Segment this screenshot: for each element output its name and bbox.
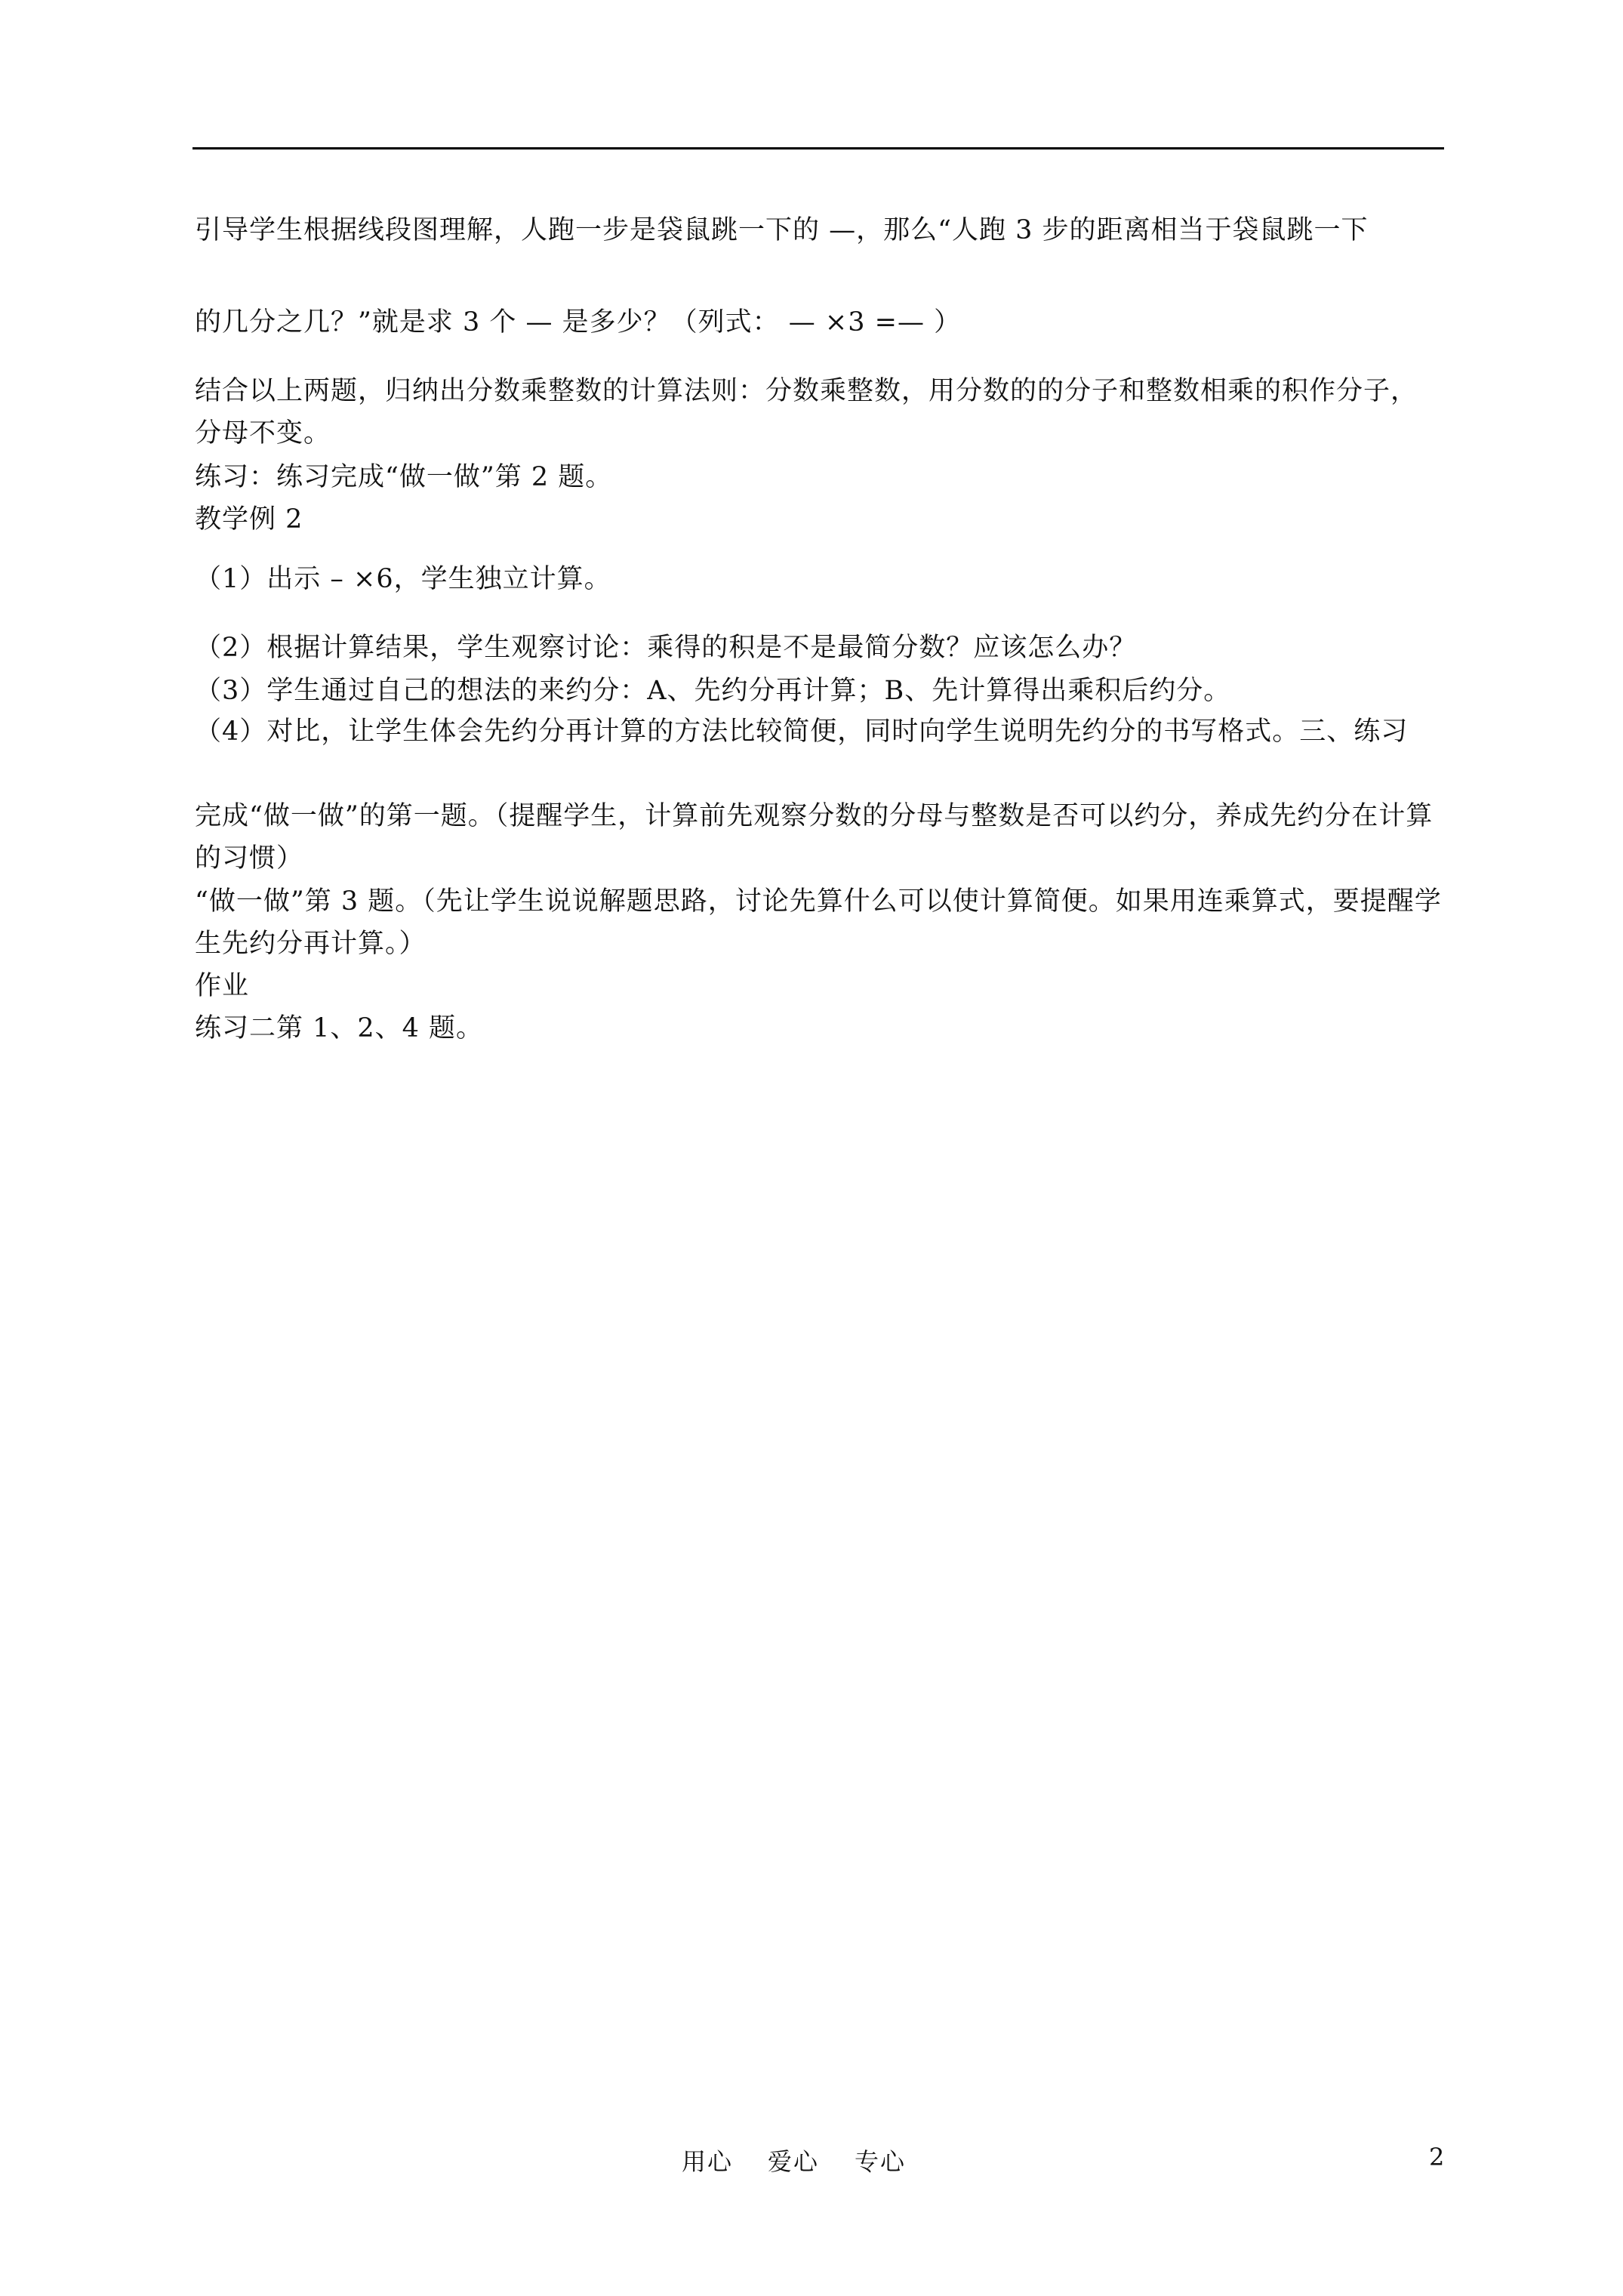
section-heading: 教学例 2 (195, 504, 303, 535)
page-number: 2 (1429, 2143, 1446, 2171)
list-item: （1）出示 – ×6，学生独立计算。 (195, 564, 611, 594)
footer-motto: 用心 (682, 2147, 734, 2176)
paragraph-line: 引导学生根据线段图理解，人跑一步是袋鼠跳一下的 —，那么“人跑 3 步的距离相当于袋鼠跳一下 (195, 215, 1369, 245)
footer-motto: 专心 (855, 2147, 907, 2176)
section-heading: 作业 (195, 971, 250, 1001)
paragraph: 结合以上两题，归纳出分数乘整数的计算法则：分数乘整数，用分数的的分子和整数相乘的积作分子，分母不变。 (195, 376, 1418, 448)
paragraph: 完成“做一做”的第一题。（提醒学生，计算前先观察分数的分母与整数是否可以约分，养成先约分在计算的习惯） (195, 801, 1434, 874)
paragraph-line: 练习：练习完成“做一做”第 2 题。 (195, 462, 613, 492)
paragraph: “做一做”第 3 题。（先让学生说说解题思路，讨论先算什么可以使计算简便。如果用连乘算式，要提醒学生先约分再计算。） (195, 886, 1442, 959)
header-rule (192, 147, 1444, 149)
list-item: （4）对比，让学生体会先约分再计算的方法比较简便，同时向学生说明先约分的书写格式。三、练习 (195, 717, 1409, 747)
list-item: （3）学生通过自己的想法的来约分：A、先约分再计算；B、先计算得出乘积后约分。 (195, 676, 1231, 706)
paragraph-line: 的几分之几？”就是求 3 个 — 是多少？（列式： — ×3 =— ） (195, 307, 962, 337)
list-item: （2）根据计算结果，学生观察讨论：乘得的积是不是最简分数？应该怎么办？ (195, 633, 1137, 663)
paragraph-line: 练习二第 1、2、4 题。 (195, 1013, 484, 1043)
footer-motto: 爱心 (768, 2147, 820, 2176)
